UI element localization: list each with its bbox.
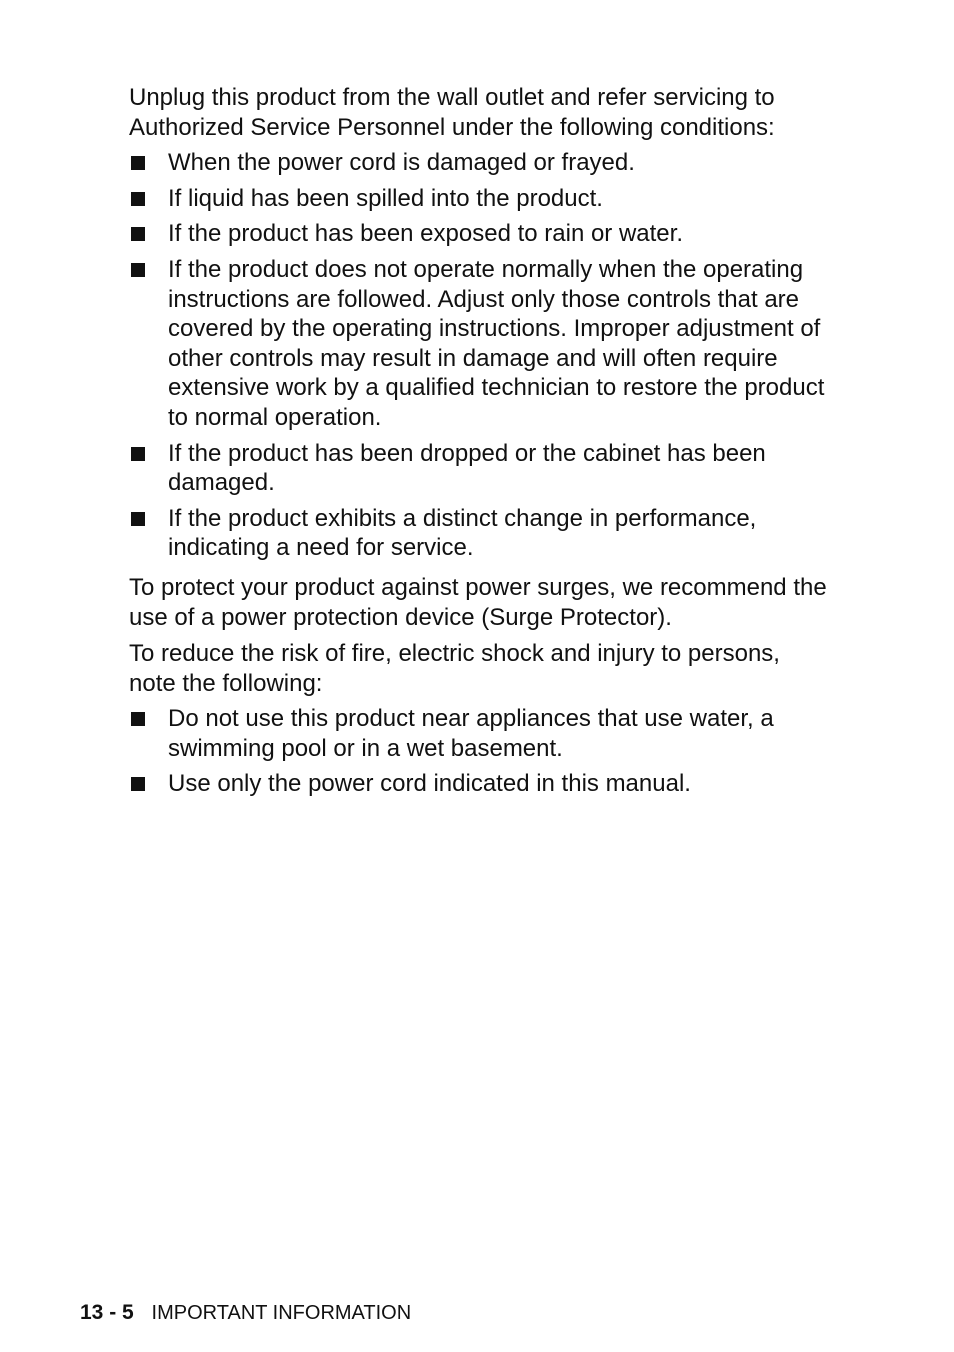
step-text: To reduce the risk of fire, electric shock and injury to persons, note the following: <box>129 640 780 697</box>
list-item <box>129 219 828 249</box>
list-item-text: If the product has been exposed to rain or water. <box>168 220 683 248</box>
page-number: 13 - 5 <box>80 1301 134 1324</box>
step-14 <box>0 639 829 799</box>
list-item-text: If the product does not operate normally when the operating instructions are followed. Adjust only those controls that are covered by the operating instructions. Improper adjustment of other controls may result in damage and will often require extensive work by a qualified technician to restore the product to normal operation. <box>168 255 825 431</box>
square-bullet-icon <box>131 263 145 277</box>
square-bullet-icon <box>131 227 145 241</box>
step-13 <box>0 573 829 632</box>
list-item <box>129 769 828 799</box>
square-bullet-icon <box>131 192 145 206</box>
list-item <box>129 255 828 433</box>
list-item-text: If liquid has been spilled into the product. <box>168 184 603 212</box>
list-item-text: Do not use this product near appliances that use water, a swimming pool or in a wet basement. <box>168 705 774 762</box>
bullet-list <box>129 704 829 799</box>
square-bullet-icon <box>131 447 145 461</box>
step-12 <box>0 83 829 563</box>
page-footer <box>80 1301 411 1325</box>
square-bullet-icon <box>131 512 145 526</box>
list-item <box>129 439 828 498</box>
bullet-list <box>129 148 829 563</box>
list-item-text: Use only the power cord indicated in this manual. <box>168 770 691 798</box>
list-item <box>129 148 828 178</box>
list-item-text: If the product exhibits a distinct change in performance, indicating a need for service. <box>168 504 757 562</box>
square-bullet-icon <box>131 777 145 791</box>
square-bullet-icon <box>131 712 145 726</box>
step-text: Unplug this product from the wall outlet and refer servicing to Authorized Service Personnel under the following conditions: <box>129 84 775 141</box>
list-item <box>129 184 828 214</box>
list-item-text: If the product has been dropped or the cabinet has been damaged. <box>168 439 766 497</box>
section-title: IMPORTANT INFORMATION <box>151 1302 412 1324</box>
list-item <box>129 704 828 763</box>
list-item-text: When the power cord is damaged or frayed. <box>168 149 635 177</box>
step-text: To protect your product against power surges, we recommend the use of a power protection device (Surge Protector). <box>129 574 827 631</box>
list-item <box>129 504 828 563</box>
square-bullet-icon <box>131 156 145 170</box>
